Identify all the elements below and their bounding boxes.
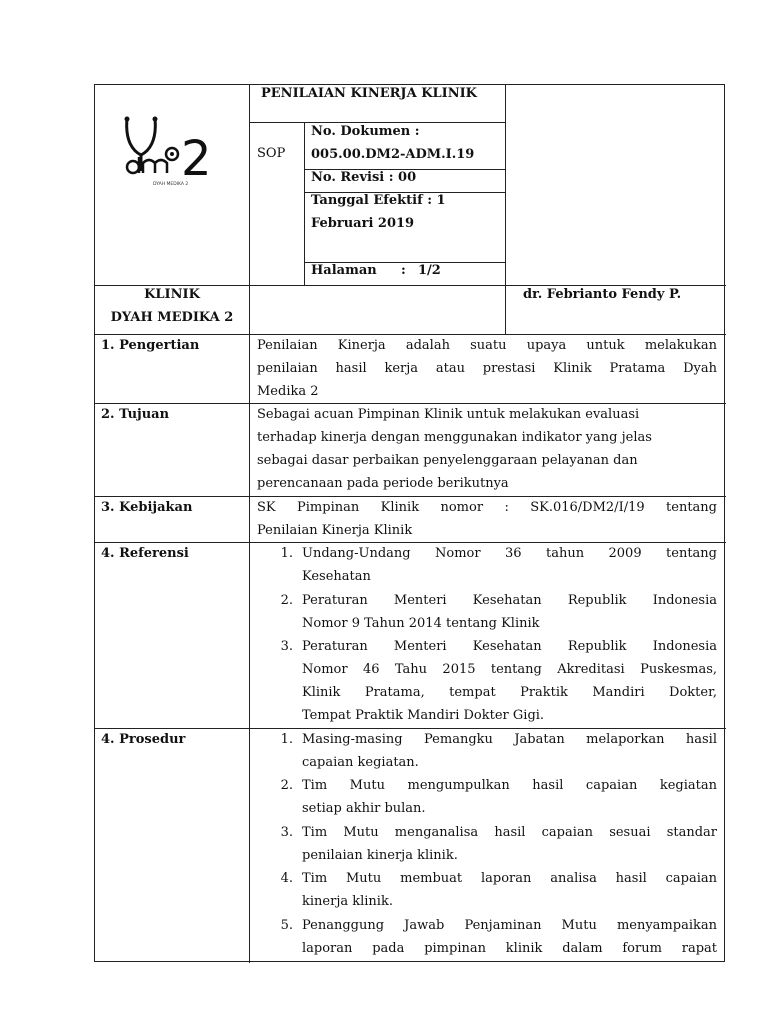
referensi-item-line: Nomor 9 Tahun 2014 tentang Klinik [302, 616, 540, 631]
page-label: Halaman [311, 263, 377, 278]
prosedur-item-line: laporan pada pimpinan klinik dalam forum rapat [302, 941, 717, 956]
svg-text:2: 2 [181, 131, 212, 187]
referensi-item-line: Nomor 46 Tahu 2015 tentang Akreditasi Puskesmas, [302, 662, 717, 677]
referensi-item-line: Peraturan Menteri Kesehatan Republik Indonesia [302, 639, 717, 654]
page-separator: : [401, 263, 406, 278]
referensi-item-line: Undang-Undang Nomor 36 tahun 2009 tentang [302, 546, 717, 561]
sop-divider [304, 122, 305, 285]
prosedur-item-line: Tim Mutu membuat laporan analisa hasil capaian [302, 871, 717, 886]
prosedur-item-line: penilaian kinerja klinik. [302, 848, 458, 863]
referensi-item-line: Peraturan Menteri Kesehatan Republik Indonesia [302, 593, 717, 608]
section-label-tujuan: 2. Tujuan [101, 407, 170, 422]
section-label-referensi: 4. Referensi [101, 546, 189, 561]
logo-caption: DYAH MEDIKA 2 [153, 182, 189, 187]
prosedur-number: 5. [280, 918, 293, 933]
prosedur-number: 1. [280, 732, 293, 747]
clinic-name-line1: KLINIK [144, 287, 200, 302]
column-divider [249, 85, 250, 963]
prosedur-item-line: setiap akhir bulan. [302, 801, 426, 816]
tujuan-line: Sebagai acuan Pimpinan Klinik untuk melakukan evaluasi [257, 407, 640, 422]
page-value: 1/2 [418, 263, 441, 278]
prosedur-item-line: Tim Mutu mengumpulkan hasil capaian kegiatan [302, 778, 717, 793]
pengertian-line: penilaian hasil kerja atau prestasi Klinik Pratama Dyah [257, 361, 717, 376]
prosedur-item-line: Masing-masing Pemangku Jabatan melaporkan hasil [302, 732, 717, 747]
document-title: PENILAIAN KINERJA KLINIK [261, 86, 477, 101]
effective-date-line1: Tanggal Efektif : 1 [311, 193, 446, 208]
pengertian-line: Penilaian Kinerja adalah suatu upaya untuk melakukan [257, 338, 717, 353]
referensi-item-line: Kesehatan [302, 569, 371, 584]
tujuan-line: sebagai dasar perbaikan penyelenggaraan pelayanan dan [257, 453, 638, 468]
clinic-logo [119, 111, 231, 191]
pengertian-line: Medika 2 [257, 384, 319, 399]
referensi-item-line: Klinik Pratama, tempat Praktik Mandiri Dokter, [302, 685, 717, 700]
section-label-pengertian: 1. Pengertian [101, 338, 200, 353]
prosedur-number: 4. [280, 871, 293, 886]
prosedur-item-line: Tim Mutu menganalisa hasil capaian sesuai standar [302, 825, 717, 840]
clinic-name-line2: DYAH MEDIKA 2 [110, 310, 234, 325]
prosedur-item-line: capaian kegiatan. [302, 755, 419, 770]
tujuan-line: terhadap kinerja dengan menggunakan indikator yang jelas [257, 430, 652, 445]
sop-label: SOP [257, 146, 286, 161]
section-label-kebijakan: 3. Kebijakan [101, 500, 193, 515]
document-number-label: No. Dokumen : [311, 124, 420, 139]
revision-number: No. Revisi : 00 [311, 170, 417, 185]
effective-date-line2: Februari 2019 [311, 216, 415, 231]
prosedur-number: 2. [280, 778, 293, 793]
referensi-number: 3. [280, 639, 293, 654]
document-number-value: 005.00.DM2-ADM.I.19 [311, 147, 475, 162]
sop-document [94, 84, 725, 962]
kebijakan-line: Penilaian Kinerja Klinik [257, 523, 413, 538]
tujuan-line: perencanaan pada periode berikutnya [257, 476, 509, 491]
prosedur-item-line: Penanggung Jawab Penjaminan Mutu menyampaikan [302, 918, 717, 933]
referensi-number: 1. [280, 546, 293, 561]
prosedur-number: 3. [280, 825, 293, 840]
referensi-number: 2. [280, 593, 293, 608]
signatory-name: dr. Febrianto Fendy P. [523, 287, 682, 302]
kebijakan-line: SK Pimpinan Klinik nomor : SK.016/DM2/I/19 tentang [257, 500, 717, 515]
section-label-prosedur: 4. Prosedur [101, 732, 186, 747]
prosedur-item-line: kinerja klinik. [302, 894, 393, 909]
referensi-item-line: Tempat Praktik Mandiri Dokter Gigi. [302, 708, 545, 723]
